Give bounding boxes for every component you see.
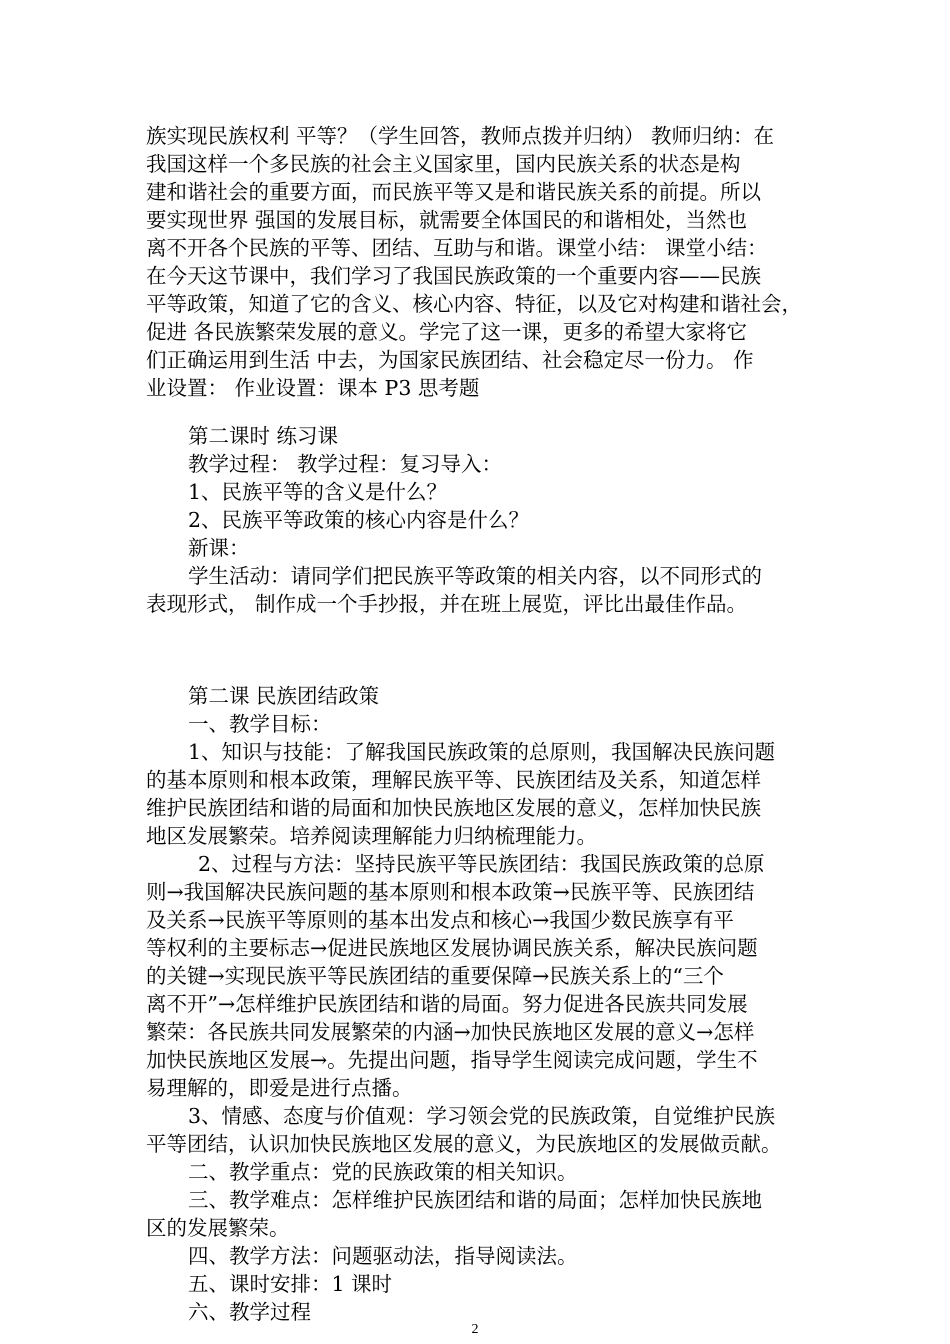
text-line: 易理解的，即爱是进行点播。: [146, 1076, 413, 1100]
section-heading: 第二课时 练习课: [188, 424, 339, 448]
text-line: 1、民族平等的含义是什么？: [188, 480, 448, 504]
text-line: 地区发展繁荣。培养阅读理解能力归纳梳理能力。: [146, 824, 597, 848]
text-line: 及关系→民族平等原则的基本出发点和核心→我国少数民族享有平: [146, 908, 734, 932]
text-line: 们正确运用到生活 中去，为国家民族团结、社会稳定尽一份力。 作: [146, 348, 754, 372]
text-line: 3、情感、态度与价值观：学习领会党的民族政策，自觉维护民族: [188, 1104, 776, 1128]
text-line: 学生活动：请同学们把民族平等政策的相关内容，以不同形式的: [188, 564, 762, 588]
page-number: 2: [471, 1322, 479, 1337]
text-line: 三、教学难点：怎样维护民族团结和谐的局面；怎样加快民族地: [188, 1188, 762, 1212]
text-line: 教学过程： 教学过程：复习导入：: [188, 452, 503, 476]
text-line: 新课：: [188, 536, 250, 560]
text-line: 四、教学方法：问题驱动法，指导阅读法。: [188, 1244, 578, 1268]
text-line: 平等团结，认识加快民族地区发展的意义，为民族地区的发展做贡献。: [146, 1132, 782, 1156]
text-line: 的关键→实现民族平等民族团结的重要保障→民族关系上的“三个: [146, 964, 724, 988]
section-heading: 第二课 民族团结政策: [188, 684, 380, 708]
text-line: 业设置： 作业设置：课本 P3 思考题: [146, 376, 480, 400]
text-line: 离不开各个民族的平等、团结、互助与和谐。课堂小结： 课堂小结：: [146, 236, 768, 260]
text-line: 平等政策，知道了它的含义、核心内容、特征，以及它对构建和谐社会，: [146, 292, 802, 316]
text-line: 二、教学重点：党的民族政策的相关知识。: [188, 1160, 578, 1184]
text-line: 五、课时安排：1 课时: [188, 1272, 393, 1296]
text-line: 则→我国解决民族问题的基本原则和根本政策→民族平等、民族团结: [146, 880, 755, 904]
text-line: 2、民族平等政策的核心内容是什么？: [188, 508, 530, 532]
text-line: 的基本原则和根本政策，理解民族平等、民族团结及关系，知道怎样: [146, 768, 761, 792]
text-line: 维护民族团结和谐的局面和加快民族地区发展的意义，怎样加快民族: [146, 796, 761, 820]
text-line: 六、教学过程: [188, 1300, 311, 1324]
text-line: 促进 各民族繁荣发展的意义。学完了这一课，更多的希望大家将它: [146, 320, 748, 344]
text-line: 一、教学目标：: [188, 712, 332, 736]
text-line: 我国这样一个多民族的社会主义国家里，国内民族关系的状态是构: [146, 152, 741, 176]
text-line: 区的发展繁荣。: [146, 1216, 290, 1240]
text-line: 等权利的主要标志→促进民族地区发展协调民族关系，解决民族问题: [146, 936, 758, 960]
text-line: 表现形式， 制作成一个手抄报，并在班上展览，评比出最佳作品。: [146, 592, 748, 616]
text-line: 要实现世界 强国的发展目标，就需要全体国民的和谐相处，当然也: [146, 208, 748, 232]
text-line: 2、过程与方法：坚持民族平等民族团结：我国民族政策的总原: [198, 852, 765, 876]
text-line: 1、知识与技能：了解我国民族政策的总原则，我国解决民族问题: [188, 740, 776, 764]
text-line: 建和谐社会的重要方面，而民族平等又是和谐民族关系的前提。所以: [146, 180, 761, 204]
text-line: 族实现民族权利 平等？（学生回答，教师点拨并归纳） 教师归纳：在: [146, 124, 775, 148]
text-line: 在今天这节课中，我们学习了我国民族政策的一个重要内容——民族: [146, 264, 761, 288]
text-line: 繁荣：各民族共同发展繁荣的内涵→加快民族地区发展的意义→怎样: [146, 1020, 755, 1044]
text-line: 加快民族地区发展→。先提出问题，指导学生阅读完成问题，学生不: [146, 1048, 758, 1072]
text-line: 离不开”→怎样维护民族团结和谐的局面。努力促进各民族共同发展: [146, 992, 748, 1016]
